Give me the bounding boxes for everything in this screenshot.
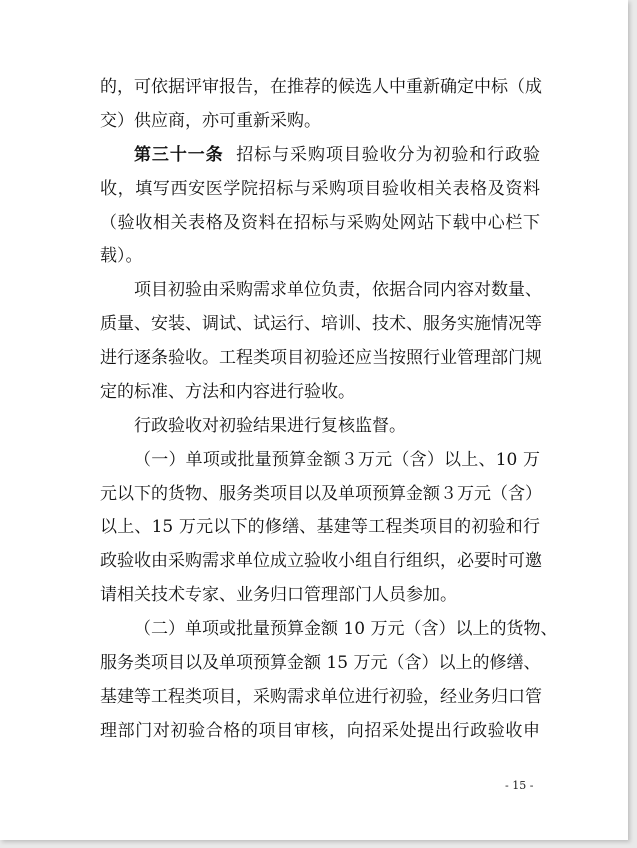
text-line-9: 进行逐条验收。工程类项目初验还应当按照行业管理部门规 xyxy=(100,348,542,368)
text-line-18: 服务类项目以及单项预算金额 15 万元（含）以上的修缮、 xyxy=(100,653,541,673)
text-line-5: （验收相关表格及资料在招标与采购处网站下载中心栏下 xyxy=(100,213,540,233)
text-line-6: 载）。 xyxy=(100,246,143,266)
text-line-13: 元以下的货物、服务类项目以及单项预算金额３万元（含） xyxy=(100,484,542,504)
text-line-11: 行政验收对初验结果进行复核监督。 xyxy=(134,416,406,436)
text-line-8: 质量、安装、调试、试运行、培训、技术、服务实施情况等 xyxy=(100,314,542,334)
page-number: - 15 - xyxy=(505,779,534,792)
text-line-20: 理部门对初验合格的项目审核，向招采处提出行政验收申 xyxy=(100,721,540,741)
article-31-heading-line xyxy=(134,143,540,167)
text-line-7: 项目初验由采购需求单位负责，依据合同内容对数量、 xyxy=(134,280,542,300)
article-label: 第三十一条 xyxy=(134,145,224,165)
text-line-16: 请相关技术专家、业务归口管理部门人员参加。 xyxy=(100,585,457,605)
text-line-15: 政验收由采购需求单位成立验收小组自行组织，必要时可邀 xyxy=(100,551,542,571)
text-line-19: 基建等工程类项目，采购需求单位进行初验，经业务归口管 xyxy=(100,687,542,707)
text-line-10: 定的标准、方法和内容进行验收。 xyxy=(100,382,355,402)
article-text: 招标与采购项目验收分为初验和行政验 xyxy=(236,145,541,165)
text-line-17: （二）单项或批量预算金额 10 万元（含）以上的货物、 xyxy=(134,619,558,639)
text-line-12: （一）单项或批量预算金额３万元（含）以上、10 万 xyxy=(134,450,540,470)
text-line-14: 以上、15 万元以下的修缮、基建等工程类项目的初验和行 xyxy=(100,517,540,537)
text-line-4: 收，填写西安医学院招标与采购项目验收相关表格及资料 xyxy=(100,179,540,199)
text-line-1: 的，可依据评审报告，在推荐的候选人中重新确定中标（成 xyxy=(100,77,542,97)
text-line-2: 交）供应商，亦可重新采购。 xyxy=(100,111,321,131)
